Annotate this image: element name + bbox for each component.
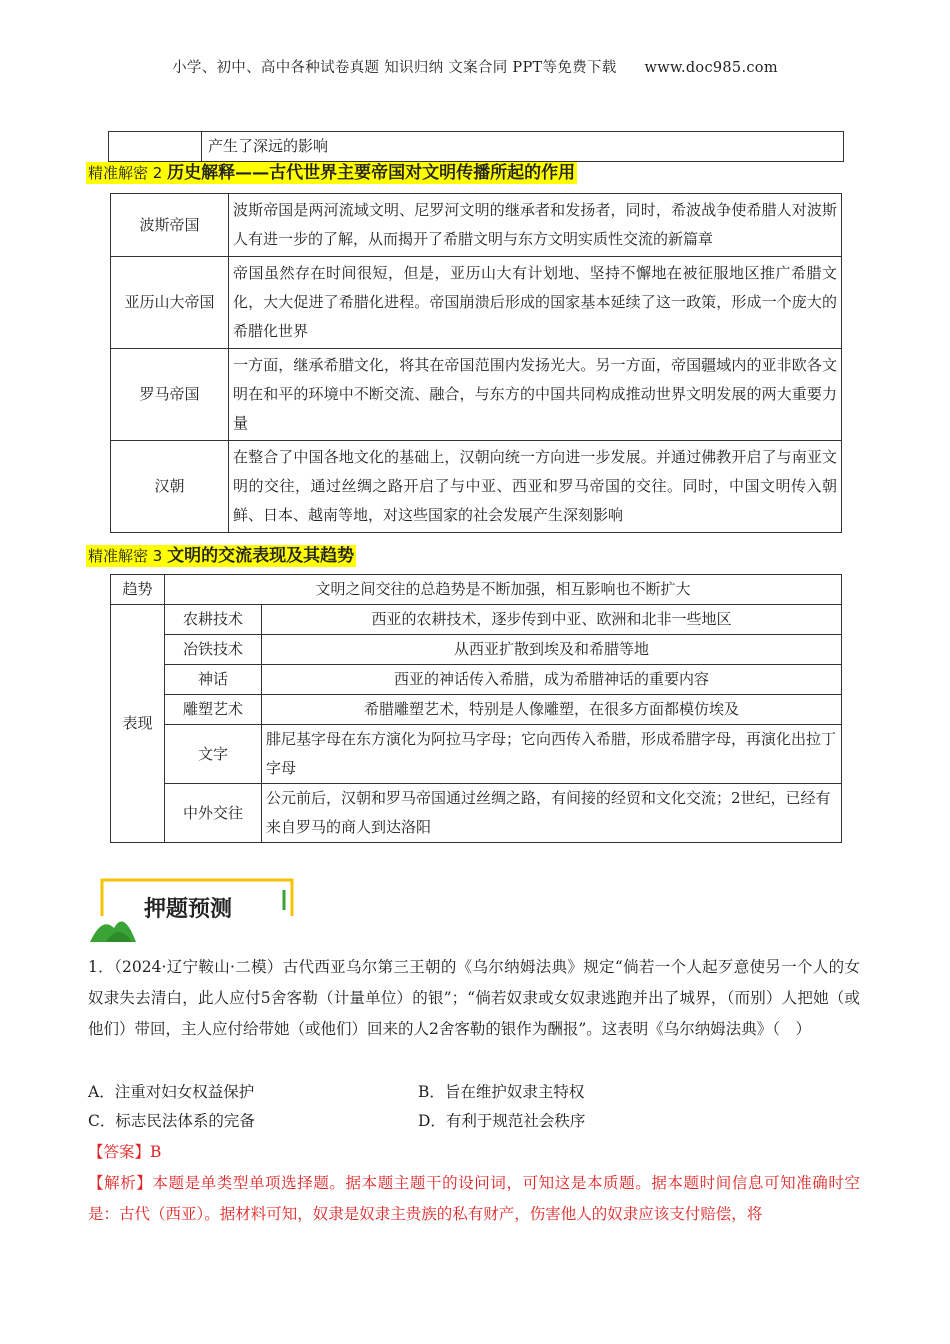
header-text: 小学、初中、高中各种试卷真题 知识归纳 文案合同 PPT等免费下载: [172, 60, 617, 76]
empty-cell: [109, 132, 202, 162]
perf-item-text: 公元前后，汉朝和罗马帝国通过丝绸之路，有间接的经贸和文化交流；2世纪，已经有来自罗马的商人到达洛阳: [262, 784, 842, 843]
section3-heading: [86, 545, 356, 567]
perf-item-text: 腓尼基字母在东方演化为阿拉马字母；它向西传入希腊，形成希腊字母，再演化出拉丁字母: [262, 725, 842, 784]
perf-item-name: 雕塑艺术: [165, 695, 262, 725]
empire-name: 罗马帝国: [111, 349, 229, 441]
table-row: [111, 784, 842, 843]
trend-text: 文明之间交往的总趋势是不断加强，相互影响也不断扩大: [165, 575, 842, 605]
section3-title: 文明的交流表现及其趋势: [167, 546, 355, 566]
exchange-table: [110, 574, 842, 843]
option-b[interactable]: B．旨在维护奴隶主特权: [418, 1083, 585, 1101]
continued-table: [108, 131, 844, 162]
table-row: [111, 725, 842, 784]
trend-label: 趋势: [111, 575, 165, 605]
empires-table: [110, 193, 842, 533]
badge-text: 押题预测: [144, 897, 233, 922]
option-d[interactable]: D．有利于规范社会秩序: [418, 1112, 586, 1130]
empire-text: 帝国虽然存在时间很短，但是，亚历山大有计划地、坚持不懈地在被征服地区推广希腊文化，大大促进了希腊化进程。帝国崩溃后形成的国家基本延续了这一政策，形成一个庞大的希腊化世界: [229, 257, 842, 349]
table-row: [111, 194, 842, 257]
section3-prefix: 精准解密 3: [88, 547, 168, 565]
prediction-badge: [88, 876, 298, 944]
empire-name: 波斯帝国: [111, 194, 229, 257]
perf-item-name: 冶铁技术: [165, 635, 262, 665]
table-row: [111, 665, 842, 695]
perf-item-name: 文字: [165, 725, 262, 784]
table-row: [111, 349, 842, 441]
table-row: [111, 257, 842, 349]
question-stem: 1．（2024·辽宁鞍山·二模）古代西亚乌尔第三王朝的《乌尔纳姆法典》规定“倘若一个人起歹意使另一个人的女奴隶失去清白，此人应付5舍客勒（计量单位）的银”；“倘若奴隶或女奴隶逃跑并出了城界，（而别）人把她（或他们）带回，主人应付给带她（或他们）回来的人2舍客勒的银作为酬报”。这表明《乌尔纳姆法典》（ ）: [88, 958, 860, 1038]
section2-prefix: 精准解密 2: [88, 164, 168, 182]
perf-item-text: 西亚的农耕技术，逐步传到中亚、欧洲和北非一些地区: [262, 605, 842, 635]
option-c[interactable]: C．标志民法体系的完备: [88, 1112, 255, 1130]
table-row: [111, 695, 842, 725]
section2-title: 历史解释——古代世界主要帝国对文明传播所起的作用: [167, 163, 576, 183]
perf-item-name: 中外交往: [165, 784, 262, 843]
table-row: [111, 605, 842, 635]
perf-item-text: 希腊雕塑艺术，特别是人像雕塑，在很多方面都模仿埃及: [262, 695, 842, 725]
analysis-text: 【解析】本题是单类型单项选择题。据本题主题干的设问词，可知这是本质题。据本题时间信息可知准确时空是：古代（西亚）。据材料可知，奴隶是奴隶主贵族的私有财产，伤害他人的奴隶应该支付赔偿，将: [88, 1174, 860, 1223]
empire-name: 汉朝: [111, 441, 229, 533]
table-row: [111, 575, 842, 605]
continued-cell: 产生了深远的影响: [202, 132, 844, 162]
table-row: [111, 635, 842, 665]
perf-item-text: 西亚的神话传入希腊，成为希腊神话的重要内容: [262, 665, 842, 695]
table-row: [111, 441, 842, 533]
answer-line: 【答案】B: [88, 1143, 162, 1161]
empire-text: 在整合了中国各地文化的基础上，汉朝向统一方向进一步发展。并通过佛教开启了与南亚文明的交往，通过丝绸之路开启了与中亚、西亚和罗马帝国的交往。同时，中国文明传入朝鲜、日本、越南等地，对这些国家的社会发展产生深刻影响: [229, 441, 842, 533]
perf-item-name: 神话: [165, 665, 262, 695]
perf-item-text: 从西亚扩散到埃及和希腊等地: [262, 635, 842, 665]
page-header: [0, 56, 950, 77]
empire-name: 亚历山大帝国: [111, 257, 229, 349]
perf-label: 表现: [111, 605, 165, 843]
empire-text: 一方面，继承希腊文化，将其在帝国范围内发扬光大。另一方面，帝国疆域内的亚非欧各文明在和平的环境中不断交流、融合，与东方的中国共同构成推动世界文明发展的两大重要力量: [229, 349, 842, 441]
option-a[interactable]: A．注重对妇女权益保护: [88, 1083, 255, 1101]
section2-heading: [86, 162, 577, 184]
header-url[interactable]: www.doc985.com: [644, 60, 778, 76]
perf-item-name: 农耕技术: [165, 605, 262, 635]
empire-text: 波斯帝国是两河流域文明、尼罗河文明的继承者和发扬者，同时，希波战争使希腊人对波斯人有进一步的了解，从而揭开了希腊文明与东方文明实质性交流的新篇章: [229, 194, 842, 257]
